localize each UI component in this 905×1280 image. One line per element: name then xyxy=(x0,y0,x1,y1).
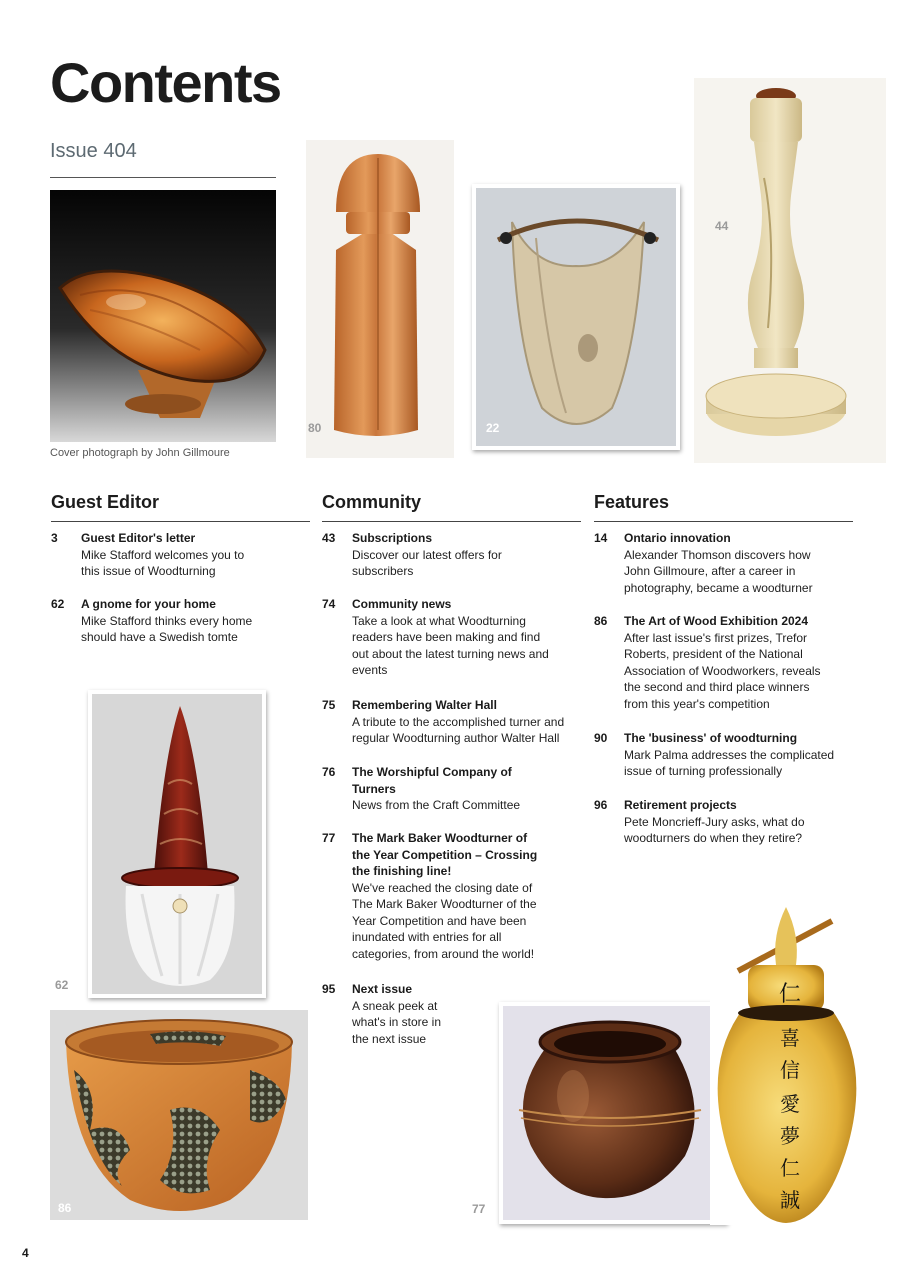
jar-character: 信 xyxy=(780,1058,800,1082)
section-rule-features xyxy=(594,521,853,522)
toc-page-number: 62 xyxy=(51,597,65,611)
toc-entry[interactable] xyxy=(322,530,512,580)
section-heading-features: Features xyxy=(594,492,670,512)
photo-page-44: 44 xyxy=(715,219,729,233)
toc-title: Community news xyxy=(352,597,452,611)
toc-entry[interactable] xyxy=(322,697,582,747)
toc-description: A sneak peek at what's in store in the next issue xyxy=(352,998,441,1046)
photo-hollow-vessel xyxy=(472,184,680,450)
toc-entry[interactable] xyxy=(322,830,544,962)
jar-character: 仁 xyxy=(780,1156,800,1180)
photo-gnome xyxy=(88,690,266,998)
toc-entry[interactable] xyxy=(51,530,251,580)
toc-entry[interactable] xyxy=(594,530,824,596)
toc-page-number: 14 xyxy=(594,531,608,545)
cover-photo xyxy=(50,190,276,442)
toc-title: Subscriptions xyxy=(352,531,433,545)
toc-page-number: 43 xyxy=(322,531,336,545)
section-rule-guest-editor xyxy=(51,521,310,522)
toc-entry[interactable] xyxy=(51,596,271,646)
toc-entry[interactable] xyxy=(322,764,532,814)
jar-character: 仁 xyxy=(778,982,802,1007)
toc-page-number: 75 xyxy=(322,698,336,712)
jar-character: 夢 xyxy=(780,1124,800,1148)
toc-title: Next issue xyxy=(352,982,413,996)
page-folio: 4 xyxy=(22,1246,29,1260)
toc-entry[interactable] xyxy=(594,730,844,780)
photo-walnut-vase xyxy=(499,1002,727,1224)
toc-page-number: 76 xyxy=(322,765,336,779)
toc-title: The 'business' of woodturning xyxy=(624,731,798,745)
toc-title: The Worshipful Company of Turners xyxy=(352,765,512,796)
toc-page-number: 95 xyxy=(322,982,336,996)
toc-page-number: 96 xyxy=(594,798,608,812)
toc-page-number: 86 xyxy=(594,614,608,628)
jar-character: 誠 xyxy=(780,1188,800,1212)
photo-page-22: 22 xyxy=(486,421,500,435)
photo-page-62: 62 xyxy=(55,978,69,992)
toc-description: After last issue's first prizes, Trefor Roberts, president of the National Association of Woodworkers, reveals the second and third place winners from this year's competition xyxy=(624,630,821,711)
toc-title: Remembering Walter Hall xyxy=(352,698,497,712)
toc-title: A gnome for your home xyxy=(81,597,216,611)
toc-page-number: 77 xyxy=(322,831,336,845)
toc-title: The Mark Baker Woodturner of the Year Competition – Crossing the finishing line! xyxy=(352,831,538,878)
toc-description: News from the Craft Committee xyxy=(352,798,521,812)
toc-description: We've reached the closing date of The Mark Baker Woodturner of the Year Competition and have been inundated with entries for all categories, from around the world! xyxy=(352,880,537,961)
photo-page-86: 86 xyxy=(58,1201,72,1215)
toc-description: Discover our latest offers for subscribers xyxy=(352,547,502,578)
issue-number: Issue 404 xyxy=(50,140,137,162)
jar-character: 愛 xyxy=(780,1092,800,1116)
toc-entry[interactable] xyxy=(594,613,834,712)
toc-entry[interactable] xyxy=(322,596,552,679)
photo-pepper-mill xyxy=(306,140,454,458)
photo-candlestick xyxy=(694,78,886,463)
toc-entry[interactable] xyxy=(322,981,452,1047)
photo-page-77: 77 xyxy=(472,1202,486,1216)
toc-page-number: 74 xyxy=(322,597,336,611)
toc-entry[interactable] xyxy=(594,797,816,847)
photo-calligraphy-jar xyxy=(710,905,870,1225)
section-heading-guest-editor: Guest Editor xyxy=(51,492,160,512)
toc-title: Guest Editor's letter xyxy=(81,531,196,545)
toc-page-number: 90 xyxy=(594,731,608,745)
photo-lattice-bowl xyxy=(50,1010,308,1220)
section-rule-community xyxy=(322,521,581,522)
toc-description: Mark Palma addresses the complicated issue of turning professionally xyxy=(624,747,835,778)
photo-page-80: 80 xyxy=(308,421,322,435)
page-title: Contents xyxy=(50,51,281,114)
jar-character: 喜 xyxy=(780,1026,800,1050)
toc-description: Mike Stafford welcomes you to this issue of Woodturning xyxy=(81,547,245,578)
toc-description: Pete Moncrieff-Jury asks, what do woodturners do when they retire? xyxy=(624,814,805,845)
toc-title: The Art of Wood Exhibition 2024 xyxy=(624,614,809,628)
issue-divider xyxy=(50,177,276,178)
toc-title: Retirement projects xyxy=(624,798,737,812)
toc-title: Ontario innovation xyxy=(624,531,731,545)
toc-page-number: 3 xyxy=(51,531,58,545)
cover-caption: Cover photograph by John Gillmoure xyxy=(50,447,230,459)
toc-description: Alexander Thomson discovers how John Gillmoure, after a career in photography, became a woodturner xyxy=(624,547,813,595)
section-heading-community: Community xyxy=(322,492,421,512)
toc-description: Take a look at what Woodturning readers have been making and find out about the latest turning news and events xyxy=(352,613,549,677)
toc-description: Mike Stafford thinks every home should have a Swedish tomte xyxy=(81,613,253,644)
toc-description: A tribute to the accomplished turner and regular Woodturning author Walter Hall xyxy=(352,714,565,745)
